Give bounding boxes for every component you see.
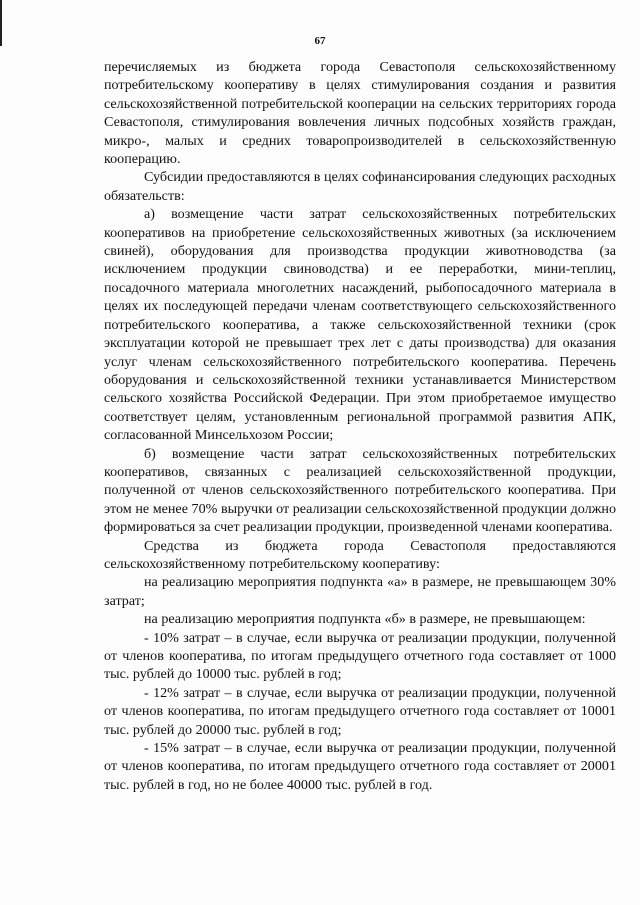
paragraph: Субсидии предоставляются в целях софинансирования следующих расходных обязательств: xyxy=(104,169,616,204)
paragraph: на реализацию мероприятия подпункта «а» в размере, не превышающем 30% затрат; xyxy=(104,574,616,609)
paragraph: Средства из бюджета города Севастополя предоставляются сельскохозяйственному потребительскому кооперативу: xyxy=(104,537,616,572)
paragraph: перечисляемых из бюджета города Севастополя сельскохозяйственному потребительскому кооперативу в целях стимулирования создания и развития сельскохозяйственной потребительской кооперации на сельских территориях города Севастополя, стимулирования вовлечения личных подсобных хозяйств граждан, микро-, малых и средних товаропроизводителей в сельскохозяйственную кооперацию. xyxy=(104,59,616,168)
paragraph: - 15% затрат – в случае, если выручка от реализации продукции, полученной от членов кооператива, по итогам предыдущего отчетного года составляет от 20001 тыс. рублей в год, но не более 40000 тыс. рублей в год. xyxy=(104,740,616,793)
paragraph: - 10% затрат – в случае, если выручка от реализации продукции, полученной от членов кооператива, по итогам предыдущего отчетного года составляет от 1000 тыс. рублей до 10000 тыс. рублей в год; xyxy=(104,629,616,683)
paragraph: а) возмещение части затрат сельскохозяйственных потребительских кооперативов на приобретение сельскохозяйственных животных (за исключением свиней), оборудования для производства продукции животноводства (за исключением продукции свиноводства) и ее переработки, мини-теплиц, посадочного материала многолетних насаждений, рыбопосадочного материала в целях их последующей передачи членам соответствующего сельскохозяйственного потребительского кооператива, а также сельскохозяйственной техники (срок эксплуатации которой не превышает трех лет с даты производства) для оказания услуг членам сельскохозяйственного потребительского кооператива. Перечень оборудования и сельскохозяйственной техники устанавливается Министерством сельского хозяйства Российской Федерации. При этом приобретаемое имущество соответствует целям, установленным региональной программой развития АПК, согласованной Минсельхозом России; xyxy=(104,206,616,444)
paragraph: б) возмещение части затрат сельскохозяйственных потребительских кооперативов, связанных с реализацией сельскохозяйственной продукции, полученной от членов сельскохозяйственного потребительского кооператива. При этом не менее 70% выручки от реализации сельскохозяйственной продукции должно формироваться за счет реализации продукции, произведенной членами кооператива. xyxy=(104,445,616,536)
body-text xyxy=(104,58,616,794)
paragraph: на реализацию мероприятия подпункта «б» в размере, не превышающем: xyxy=(144,611,586,628)
page-number: 67 xyxy=(314,35,326,47)
paragraph: - 12% затрат – в случае, если выручка от реализации продукции, полученной от членов кооператива, по итогам предыдущего отчетного года составляет от 10001 тыс. рублей до 20000 тыс. рублей в год; xyxy=(104,684,616,738)
